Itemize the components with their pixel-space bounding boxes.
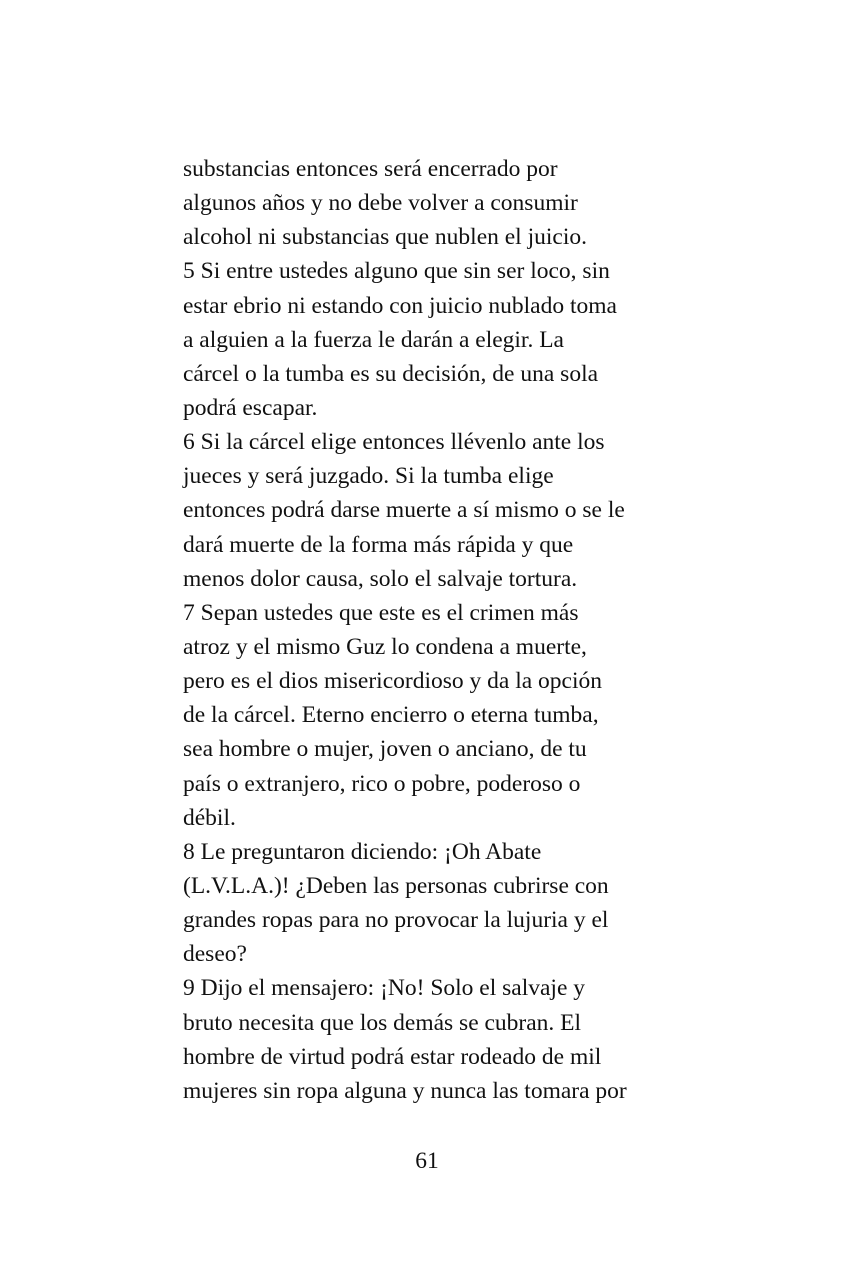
text-line: de la cárcel. Eterno encierro o eterna tumba, xyxy=(183,702,599,729)
text-line: atroz y el mismo Guz lo condena a muerte, xyxy=(183,633,587,660)
text-line: dará muerte de la forma más rápida y que xyxy=(183,531,574,558)
text-line: estar ebrio ni estando con juicio nublado toma xyxy=(183,292,617,319)
text-line: menos dolor causa, solo el salvaje tortura. xyxy=(183,565,578,592)
text-line: grandes ropas para no provocar la lujuria y el xyxy=(183,907,609,934)
text-line: deseo? xyxy=(183,941,247,968)
text-line: 5 Si entre ustedes alguno que sin ser loco, sin xyxy=(183,258,610,285)
text-line: 6 Si la cárcel elige entonces llévenlo ante los xyxy=(183,429,605,456)
text-line: pero es el dios misericordioso y da la opción xyxy=(183,668,602,695)
text-line: 9 Dijo el mensajero: ¡No! Solo el salvaje y xyxy=(183,975,586,1002)
text-line: entonces podrá darse muerte a sí mismo o se le xyxy=(183,497,625,524)
body-text xyxy=(183,152,683,1108)
text-line: sea hombre o mujer, joven o anciano, de tu xyxy=(183,736,587,763)
text-line: substancias entonces será encerrado por xyxy=(183,156,558,182)
text-line: 7 Sepan ustedes que este es el crimen más xyxy=(183,599,579,626)
text-line: 8 Le preguntaron diciendo: ¡Oh Abate xyxy=(183,838,542,865)
page-number: 61 xyxy=(415,1148,439,1174)
text-line: mujeres sin ropa alguna y nunca las tomara por xyxy=(183,1077,627,1104)
text-line: a alguien a la fuerza le darán a elegir. La xyxy=(183,326,564,353)
text-line: jueces y será juzgado. Si la tumba elige xyxy=(183,463,554,490)
text-line: bruto necesita que los demás se cubran. El xyxy=(183,1009,582,1036)
text-line: país o extranjero, rico o pobre, poderoso o xyxy=(183,770,581,797)
text-line: cárcel o la tumba es su decisión, de una sola xyxy=(183,360,599,387)
text-line: podrá escapar. xyxy=(183,394,318,421)
text-line: hombre de virtud podrá estar rodeado de mil xyxy=(183,1043,602,1070)
text-line: algunos años y no debe volver a consumir xyxy=(183,190,578,217)
text-line: alcohol ni substancias que nublen el juicio. xyxy=(183,224,587,251)
text-line: débil. xyxy=(183,804,236,831)
text-line: (L.V.L.A.)! ¿Deben las personas cubrirse con xyxy=(183,872,609,899)
